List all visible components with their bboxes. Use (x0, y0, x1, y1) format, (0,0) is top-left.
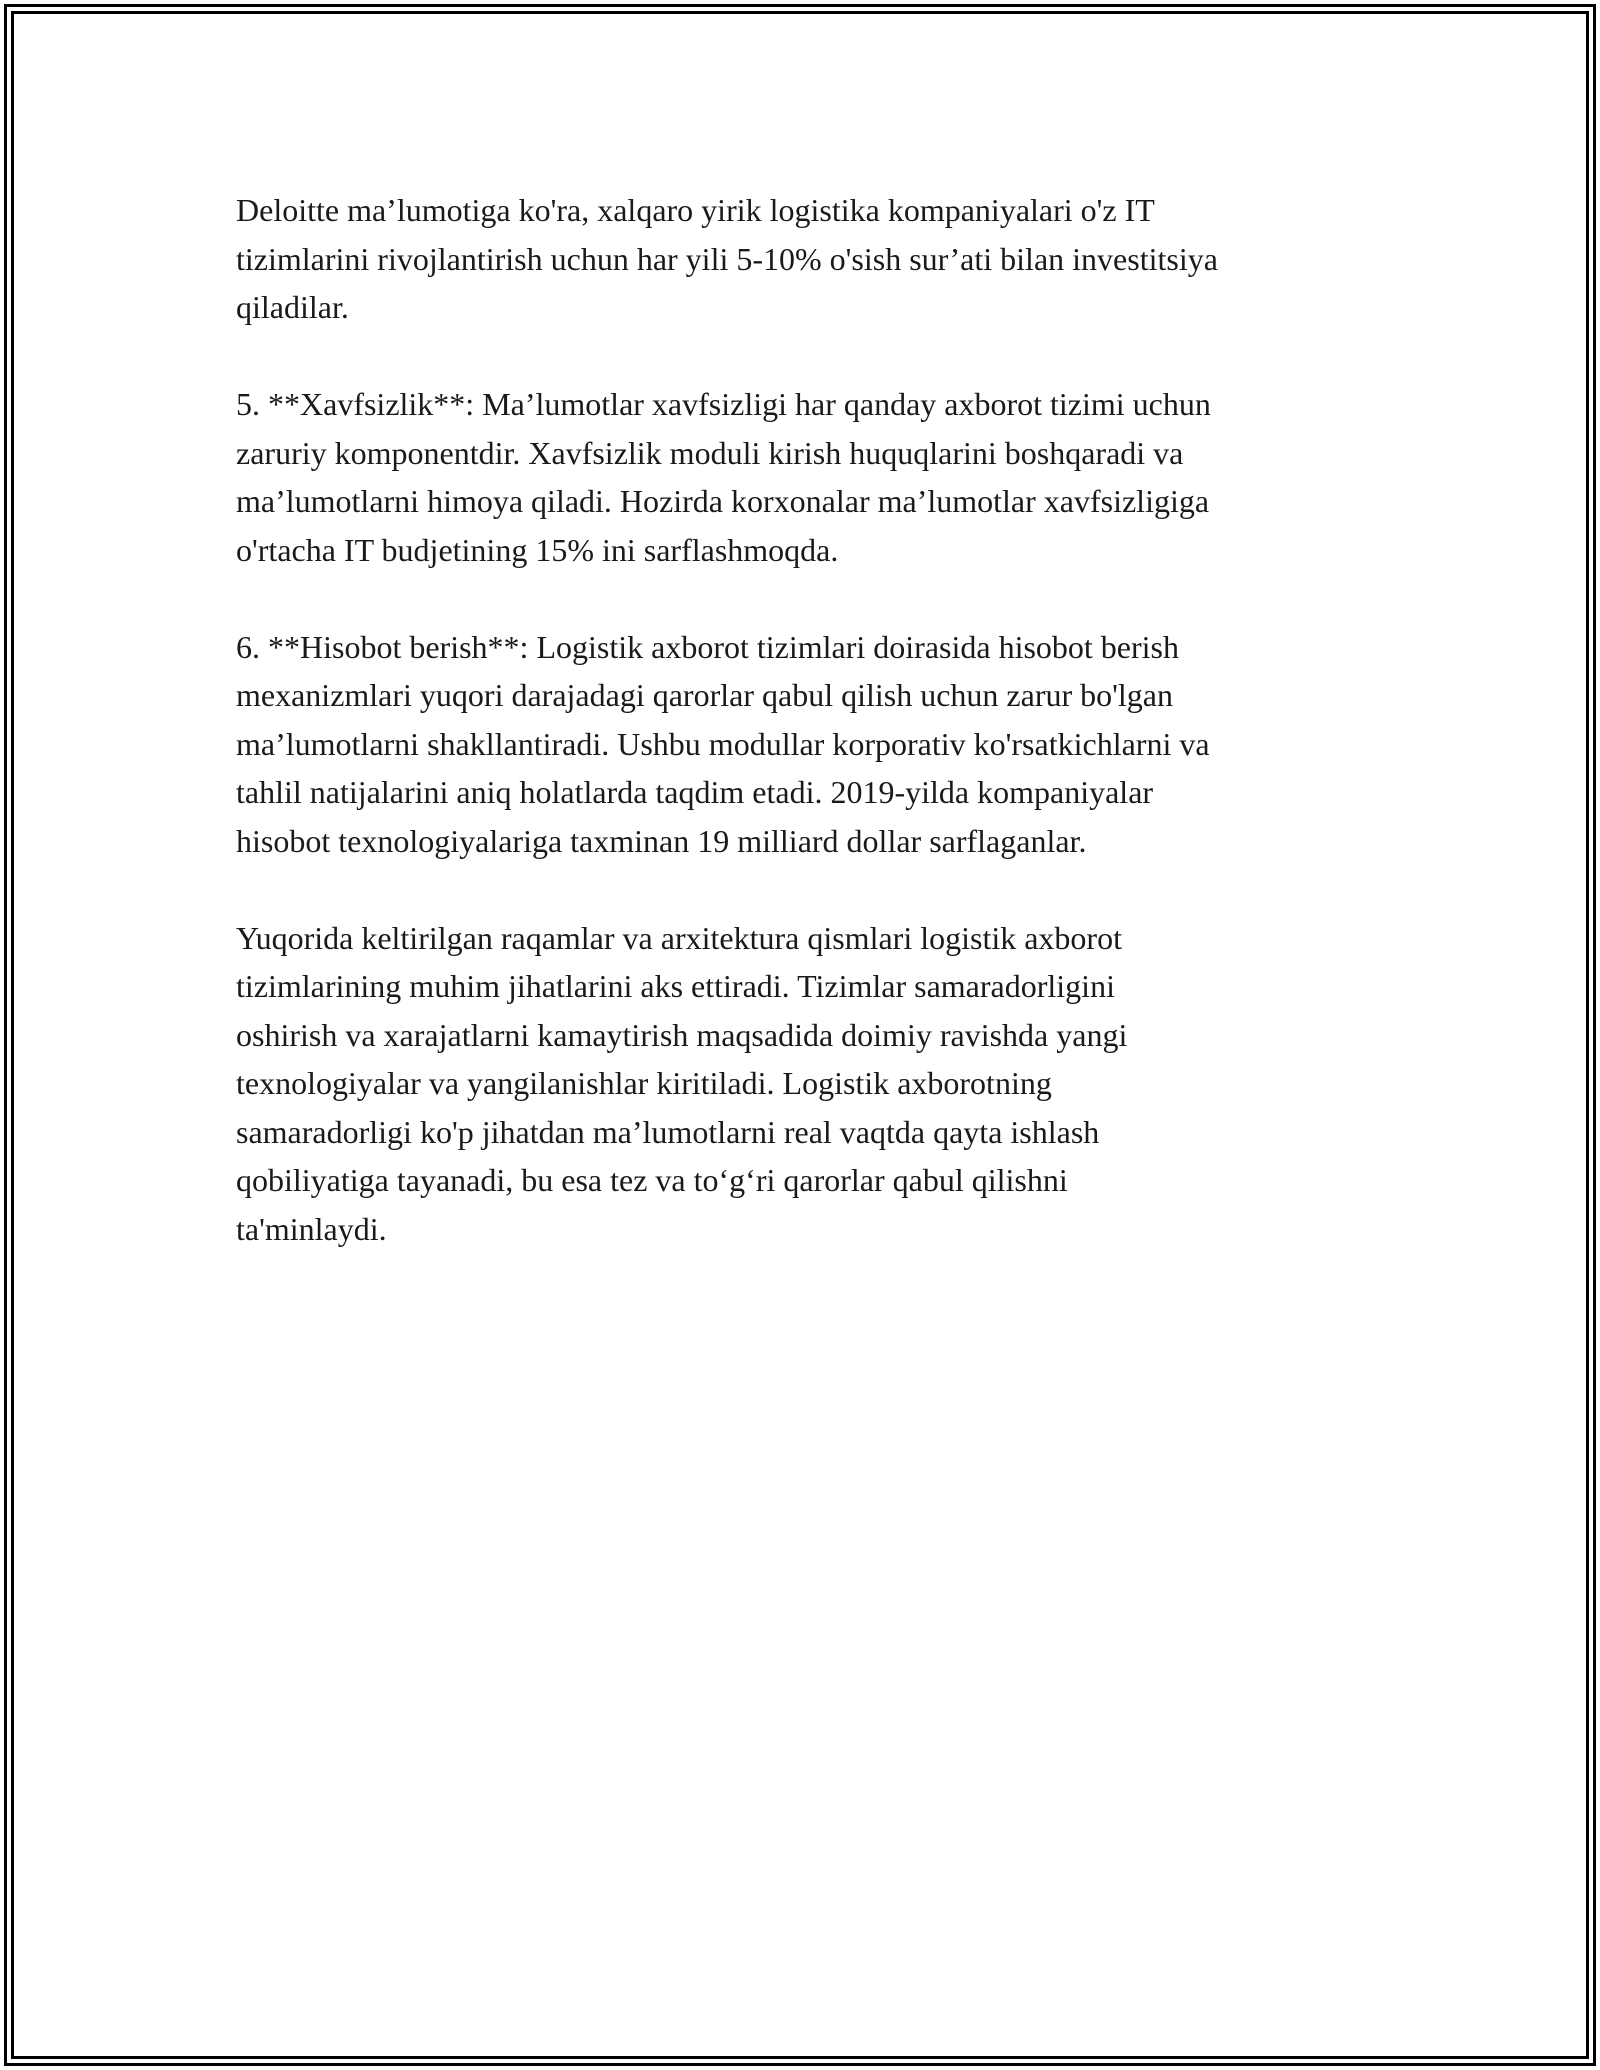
paragraph-security: 5. **Xavfsizlik**: Ma’lumotlar xavfsizligi har qanday axborot tizimi uchun zaruriy komponentdir. Xavfsizlik moduli kirish huquqlarini boshqaradi va ma’lumotlarni himoya qiladi. Hozirda korxonalar ma’lumotlar xavfsizligiga o'rtacha IT budjetining 15% ini sarflashmoqda. (236, 386, 1211, 568)
paragraph-deloitte-investment: Deloitte ma’lumotiga ko'ra, xalqaro yirik logistika kompaniyalari o'z IT tizimlarini rivojlantirish uchun har yili 5-10% o'sish sur’ati bilan investitsiya qiladilar. (236, 192, 1218, 325)
document-body (236, 186, 1406, 1302)
paragraph-reporting: 6. **Hisobot berish**: Logistik axborot tizimlari doirasida hisobot berish mexanizmlari yuqori darajadagi qarorlar qabul qilish uchun zarur bo'lgan ma’lumotlarni shakllantiradi. Ushbu modullar korporativ ko'rsatkichlarni va tahlil natijalarini aniq holatlarda taqdim etadi. 2019-yilda kompaniyalar hisobot texnologiyalariga taxminan 19 milliard dollar sarflaganlar. (236, 628, 1210, 859)
paragraph-conclusion: Yuqorida keltirilgan raqamlar va arxitektura qismlari logistik axborot tizimlarining muhim jihatlarini aks ettiradi. Tizimlar samaradorligini oshirish va xarajatlarni kamaytirish maqsadida doimiy ravishda yangi texnologiyalar va yangilanishlar kiritiladi. Logistik axborotning samaradorligi ko'p jihatdan ma’lumotlarni real vaqtda qayta ishlash qobiliyatiga tayanadi, bu esa tez va to‘g‘ri qarorlar qabul qilishni ta'minlaydi. (236, 919, 1128, 1247)
